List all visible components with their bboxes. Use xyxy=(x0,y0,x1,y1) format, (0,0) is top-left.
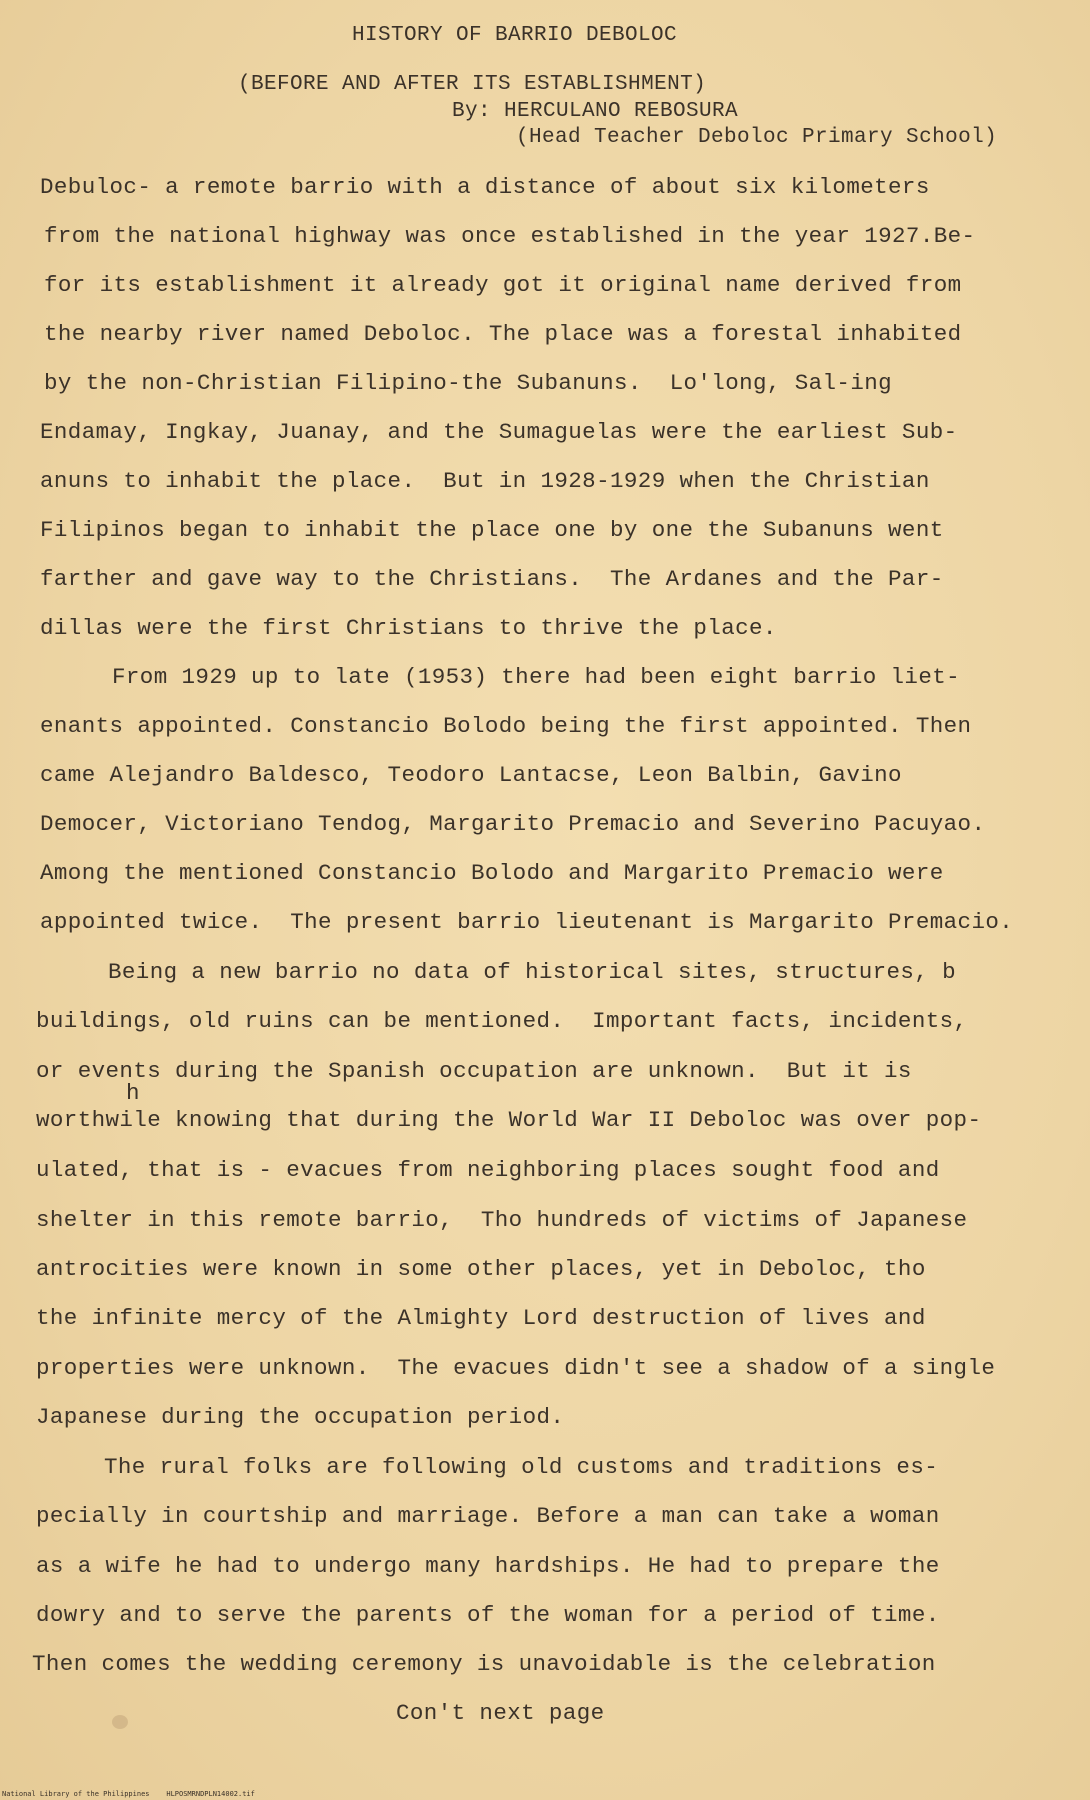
body-line-13: came Alejandro Baldesco, Teodoro Lantacse, Leon Balbin, Gavino xyxy=(40,762,902,788)
body-line-26: Japanese during the occupation period. xyxy=(36,1404,565,1430)
body-line-3: for its establishment it already got it original name derived from xyxy=(44,272,962,298)
ink-smudge xyxy=(112,1715,128,1729)
body-line-17: Being a new barrio no data of historical sites, structures, b xyxy=(108,959,957,985)
insertion-mark: h xyxy=(126,1080,140,1106)
document-byline: By: HERCULANO REBOSURA xyxy=(452,100,739,123)
body-line-14: Democer, Victoriano Tendog, Margarito Premacio and Severino Pacuyao. xyxy=(40,811,986,837)
body-line-8: Filipinos began to inhabit the place one by one the Subanuns went xyxy=(40,517,944,543)
body-line-1: Debuloc- a remote barrio with a distance of about six kilometers xyxy=(40,174,930,200)
body-line-22: shelter in this remote barrio, Tho hundreds of victims of Japanese xyxy=(36,1207,968,1233)
continuation-note: Con't next page xyxy=(396,1700,605,1726)
body-line-18: buildings, old ruins can be mentioned. Important facts, incidents, xyxy=(36,1008,968,1034)
body-line-4: the nearby river named Deboloc. The place was a forestal inhabited xyxy=(44,321,962,347)
body-line-9: farther and gave way to the Christians. The Ardanes and the Par- xyxy=(40,566,944,592)
body-line-21: ulated, that is - evacues from neighboring places sought food and xyxy=(36,1157,940,1183)
body-line-15: Among the mentioned Constancio Bolodo and Margarito Premacio were xyxy=(40,860,944,886)
body-line-29: as a wife he had to undergo many hardships. He had to prepare the xyxy=(36,1553,940,1579)
body-line-30: dowry and to serve the parents of the woman for a period of time. xyxy=(36,1602,940,1628)
body-line-23: antrocities were known in some other places, yet in Deboloc, tho xyxy=(36,1256,926,1282)
body-line-24: the infinite mercy of the Almighty Lord destruction of lives and xyxy=(36,1305,926,1331)
document-title: HISTORY OF BARRIO DEBOLOC xyxy=(352,24,678,47)
body-line-6: Endamay, Ingkay, Juanay, and the Sumaguelas were the earliest Sub- xyxy=(40,419,958,445)
body-line-16: appointed twice. The present barrio lieutenant is Margarito Premacio. xyxy=(40,909,1014,935)
document-affiliation: (Head Teacher Deboloc Primary School) xyxy=(516,126,998,149)
body-line-12: enants appointed. Constancio Bolodo being the first appointed. Then xyxy=(40,713,972,739)
body-line-25: properties were unknown. The evacues didn't see a shadow of a single xyxy=(36,1355,996,1381)
body-line-7: anuns to inhabit the place. But in 1928-1929 when the Christian xyxy=(40,468,930,494)
body-line-27: The rural folks are following old customs and traditions es- xyxy=(104,1454,939,1480)
document-subtitle: (BEFORE AND AFTER ITS ESTABLISHMENT) xyxy=(238,73,707,96)
body-line-20: worthwile knowing that during the World War II Deboloc was over pop- xyxy=(36,1107,982,1133)
body-line-28: pecially in courtship and marriage. Before a man can take a woman xyxy=(36,1503,940,1529)
body-line-31: Then comes the wedding ceremony is unavoidable is the celebration xyxy=(32,1651,936,1677)
body-line-19: or events during the Spanish occupation are unknown. But it is xyxy=(36,1058,912,1084)
body-line-2: from the national highway was once established in the year 1927.Be- xyxy=(44,223,976,249)
body-line-11: From 1929 up to late (1953) there had been eight barrio liet- xyxy=(112,664,961,690)
body-line-10: dillas were the first Christians to thrive the place. xyxy=(40,615,777,641)
body-line-5: by the non-Christian Filipino-the Subanuns. Lo'long, Sal-ing xyxy=(44,370,893,396)
archive-footer: National Library of the Philippines HLPOSMRNDPLN14002.tif xyxy=(2,1790,255,1798)
